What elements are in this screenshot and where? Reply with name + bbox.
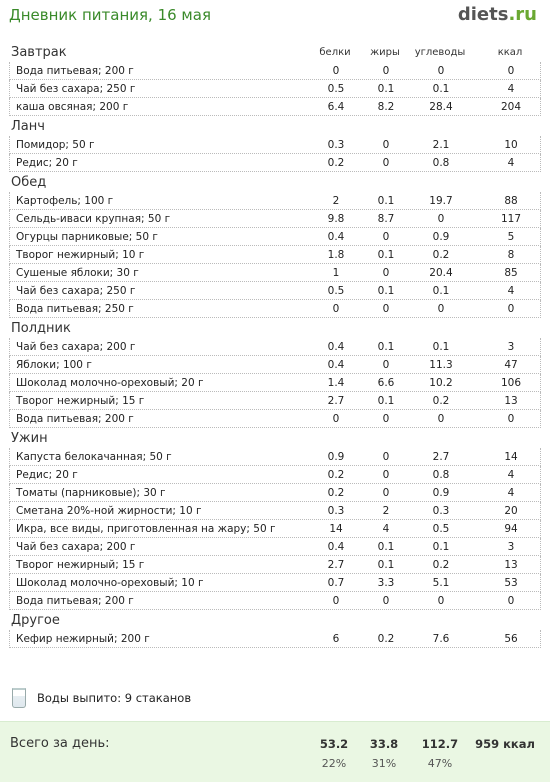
fat-value: 0 bbox=[382, 451, 390, 463]
carbs-value: 0.2 bbox=[432, 395, 450, 407]
column-fat: жиры bbox=[370, 47, 400, 58]
protein-value: 0.2 bbox=[327, 469, 345, 481]
protein-value: 0 bbox=[332, 595, 340, 607]
carbs-value: 10.2 bbox=[429, 377, 453, 389]
food-name: Вода питьевая; 200 г bbox=[16, 413, 134, 425]
protein-value: 2.7 bbox=[327, 559, 345, 571]
carbs-value: 0.2 bbox=[432, 559, 450, 571]
protein-value: 0.5 bbox=[327, 285, 345, 297]
protein-value: 1.8 bbox=[327, 249, 345, 261]
fat-value: 0.1 bbox=[377, 541, 395, 553]
food-row bbox=[9, 448, 541, 466]
meal-title: Ланч bbox=[11, 119, 45, 134]
page-title: Дневник питания, 16 мая bbox=[9, 6, 211, 24]
food-name: Шоколад молочно-ореховый; 10 г bbox=[16, 577, 204, 589]
meal-section bbox=[9, 116, 541, 172]
kcal-value: 204 bbox=[500, 101, 522, 113]
total-fat: 33.8 bbox=[369, 737, 399, 751]
kcal-value: 8 bbox=[507, 249, 515, 261]
food-name: Вода питьевая; 200 г bbox=[16, 65, 134, 77]
fat-value: 2 bbox=[382, 505, 390, 517]
food-name: Творог нежирный; 15 г bbox=[16, 395, 145, 407]
carbs-value: 28.4 bbox=[429, 101, 453, 113]
protein-value: 0.9 bbox=[327, 451, 345, 463]
food-name: Творог нежирный; 10 г bbox=[16, 249, 145, 261]
food-row bbox=[9, 630, 541, 648]
header bbox=[0, 0, 550, 34]
carbs-value: 0.2 bbox=[432, 249, 450, 261]
diary-table bbox=[9, 42, 541, 648]
kcal-value: 47 bbox=[504, 359, 518, 371]
fat-value: 0 bbox=[382, 267, 390, 279]
fat-value: 0 bbox=[382, 303, 390, 315]
food-row bbox=[9, 466, 541, 484]
food-row bbox=[9, 520, 541, 538]
kcal-value: 13 bbox=[504, 559, 518, 571]
kcal-value: 13 bbox=[504, 395, 518, 407]
food-name: Вода питьевая; 250 г bbox=[16, 303, 134, 315]
kcal-value: 14 bbox=[504, 451, 518, 463]
meal-title: Завтрак bbox=[11, 45, 67, 60]
fat-value: 0 bbox=[382, 359, 390, 371]
carbs-value: 0 bbox=[437, 65, 445, 77]
carbs-value: 11.3 bbox=[429, 359, 453, 371]
food-name: Огурцы парниковые; 50 г bbox=[16, 231, 158, 243]
column-carbs: углеводы bbox=[414, 47, 466, 58]
food-row bbox=[9, 154, 541, 172]
fat-value: 0 bbox=[382, 487, 390, 499]
protein-value: 14 bbox=[329, 523, 343, 535]
meal-section bbox=[9, 42, 541, 116]
food-name: каша овсяная; 200 г bbox=[16, 101, 129, 113]
fat-value: 0.1 bbox=[377, 249, 395, 261]
fat-value: 0 bbox=[382, 65, 390, 77]
meal-title: Ужин bbox=[11, 431, 48, 446]
column-kcal: ккал bbox=[497, 47, 523, 58]
fat-value: 0.1 bbox=[377, 195, 395, 207]
kcal-value: 56 bbox=[504, 633, 518, 645]
kcal-value: 85 bbox=[504, 267, 518, 279]
total-protein: 53.2 bbox=[319, 737, 349, 751]
food-name: Помидор; 50 г bbox=[16, 139, 95, 151]
food-name: Творог нежирный; 15 г bbox=[16, 559, 145, 571]
food-name: Чай без сахара; 200 г bbox=[16, 341, 136, 353]
protein-percent: 22% bbox=[321, 757, 347, 770]
carbs-value: 2.7 bbox=[432, 451, 450, 463]
protein-value: 0.7 bbox=[327, 577, 345, 589]
food-row bbox=[9, 392, 541, 410]
kcal-value: 0 bbox=[507, 413, 515, 425]
carbs-value: 0.5 bbox=[432, 523, 450, 535]
protein-value: 1.4 bbox=[327, 377, 345, 389]
meals-list bbox=[9, 42, 541, 648]
carbs-value: 0.1 bbox=[432, 83, 450, 95]
kcal-value: 3 bbox=[507, 541, 515, 553]
food-row bbox=[9, 484, 541, 502]
kcal-value: 53 bbox=[504, 577, 518, 589]
protein-value: 0.2 bbox=[327, 157, 345, 169]
food-row bbox=[9, 356, 541, 374]
carbs-value: 0.9 bbox=[432, 487, 450, 499]
protein-value: 0.2 bbox=[327, 487, 345, 499]
food-name: Вода питьевая; 200 г bbox=[16, 595, 134, 607]
food-row bbox=[9, 264, 541, 282]
carbs-value: 0.8 bbox=[432, 469, 450, 481]
column-protein: белки bbox=[319, 47, 351, 58]
daily-totals bbox=[0, 721, 550, 782]
food-name: Картофель; 100 г bbox=[16, 195, 114, 207]
carbs-value: 7.6 bbox=[432, 633, 450, 645]
carbs-value: 0.1 bbox=[432, 341, 450, 353]
protein-value: 0.4 bbox=[327, 359, 345, 371]
carbs-value: 0.8 bbox=[432, 157, 450, 169]
fat-value: 8.2 bbox=[377, 101, 395, 113]
kcal-value: 0 bbox=[507, 595, 515, 607]
meal-section bbox=[9, 428, 541, 610]
kcal-value: 4 bbox=[507, 83, 515, 95]
fat-value: 0 bbox=[382, 157, 390, 169]
fat-value: 4 bbox=[382, 523, 390, 535]
protein-value: 6.4 bbox=[327, 101, 345, 113]
fat-value: 0.1 bbox=[377, 285, 395, 297]
kcal-value: 4 bbox=[507, 469, 515, 481]
food-name: Сушеные яблоки; 30 г bbox=[16, 267, 139, 279]
kcal-value: 0 bbox=[507, 65, 515, 77]
food-row bbox=[9, 80, 541, 98]
fat-value: 8.7 bbox=[377, 213, 395, 225]
food-name: Томаты (парниковые); 30 г bbox=[16, 487, 166, 499]
kcal-value: 10 bbox=[504, 139, 518, 151]
food-name: Икра, все виды, приготовленная на жару; 50 г bbox=[16, 523, 276, 535]
fat-value: 3.3 bbox=[377, 577, 395, 589]
food-name: Сметана 20%-ной жирности; 10 г bbox=[16, 505, 202, 517]
total-carbs: 112.7 bbox=[421, 737, 459, 751]
food-row bbox=[9, 538, 541, 556]
brand-logo[interactable] bbox=[458, 4, 537, 25]
food-name: Кефир нежирный; 200 г bbox=[16, 633, 150, 645]
carbs-percent: 47% bbox=[427, 757, 453, 770]
food-row bbox=[9, 228, 541, 246]
protein-value: 0 bbox=[332, 303, 340, 315]
food-name: Чай без сахара; 250 г bbox=[16, 285, 136, 297]
fat-value: 0.1 bbox=[377, 395, 395, 407]
carbs-value: 0 bbox=[437, 413, 445, 425]
protein-value: 0.4 bbox=[327, 341, 345, 353]
food-row bbox=[9, 502, 541, 520]
food-row bbox=[9, 210, 541, 228]
protein-value: 0 bbox=[332, 413, 340, 425]
kcal-value: 5 bbox=[507, 231, 515, 243]
fat-value: 0.1 bbox=[377, 341, 395, 353]
food-row bbox=[9, 62, 541, 80]
food-name: Капуста белокачанная; 50 г bbox=[16, 451, 172, 463]
kcal-value: 94 bbox=[504, 523, 518, 535]
total-kcal: 959 ккал bbox=[475, 737, 535, 751]
fat-value: 0 bbox=[382, 139, 390, 151]
totals-label: Всего за день: bbox=[10, 736, 110, 751]
meal-section bbox=[9, 172, 541, 318]
food-row bbox=[9, 338, 541, 356]
food-row bbox=[9, 98, 541, 116]
fat-value: 0.1 bbox=[377, 559, 395, 571]
glass-icon bbox=[12, 688, 26, 708]
protein-value: 0.4 bbox=[327, 231, 345, 243]
food-name: Чай без сахара; 200 г bbox=[16, 541, 136, 553]
protein-value: 0.5 bbox=[327, 83, 345, 95]
fat-value: 0.1 bbox=[377, 83, 395, 95]
protein-value: 1 bbox=[332, 267, 340, 279]
food-row bbox=[9, 282, 541, 300]
food-row bbox=[9, 300, 541, 318]
food-name: Шоколад молочно-ореховый; 20 г bbox=[16, 377, 204, 389]
kcal-value: 0 bbox=[507, 303, 515, 315]
food-row bbox=[9, 374, 541, 392]
fat-value: 0 bbox=[382, 595, 390, 607]
fat-value: 0 bbox=[382, 413, 390, 425]
meal-title: Полдник bbox=[11, 321, 71, 336]
protein-value: 2 bbox=[332, 195, 340, 207]
protein-value: 9.8 bbox=[327, 213, 345, 225]
kcal-value: 117 bbox=[500, 213, 522, 225]
food-name: Яблоки; 100 г bbox=[16, 359, 92, 371]
protein-value: 0 bbox=[332, 65, 340, 77]
food-name: Редис; 20 г bbox=[16, 157, 78, 169]
carbs-value: 2.1 bbox=[432, 139, 450, 151]
food-row bbox=[9, 556, 541, 574]
kcal-value: 4 bbox=[507, 285, 515, 297]
food-row bbox=[9, 574, 541, 592]
fat-value: 0 bbox=[382, 469, 390, 481]
carbs-value: 0.1 bbox=[432, 541, 450, 553]
food-row bbox=[9, 592, 541, 610]
fat-value: 6.6 bbox=[377, 377, 395, 389]
carbs-value: 0.3 bbox=[432, 505, 450, 517]
carbs-value: 5.1 bbox=[432, 577, 450, 589]
protein-value: 2.7 bbox=[327, 395, 345, 407]
carbs-value: 0 bbox=[437, 303, 445, 315]
food-name: Чай без сахара; 250 г bbox=[16, 83, 136, 95]
kcal-value: 3 bbox=[507, 341, 515, 353]
food-name: Редис; 20 г bbox=[16, 469, 78, 481]
carbs-value: 19.7 bbox=[429, 195, 453, 207]
carbs-value: 0 bbox=[437, 213, 445, 225]
carbs-value: 0 bbox=[437, 595, 445, 607]
food-row bbox=[9, 192, 541, 210]
carbs-value: 0.9 bbox=[432, 231, 450, 243]
food-row bbox=[9, 136, 541, 154]
fat-value: 0.2 bbox=[377, 633, 395, 645]
fat-value: 0 bbox=[382, 231, 390, 243]
meal-section bbox=[9, 318, 541, 428]
kcal-value: 88 bbox=[504, 195, 518, 207]
carbs-value: 0.1 bbox=[432, 285, 450, 297]
protein-value: 6 bbox=[332, 633, 340, 645]
meal-title: Обед bbox=[11, 175, 47, 190]
brand-name: diets bbox=[457, 4, 509, 25]
protein-value: 0.3 bbox=[327, 139, 345, 151]
kcal-value: 106 bbox=[500, 377, 522, 389]
kcal-value: 20 bbox=[504, 505, 518, 517]
water-text: Воды выпито: 9 стаканов bbox=[37, 691, 192, 705]
food-row bbox=[9, 246, 541, 264]
kcal-value: 4 bbox=[507, 157, 515, 169]
meal-title: Другое bbox=[11, 613, 60, 628]
food-name: Сельдь-иваси крупная; 50 г bbox=[16, 213, 171, 225]
brand-tld: .ru bbox=[508, 4, 537, 25]
food-row bbox=[9, 410, 541, 428]
kcal-value: 4 bbox=[507, 487, 515, 499]
protein-value: 0.4 bbox=[327, 541, 345, 553]
protein-value: 0.3 bbox=[327, 505, 345, 517]
meal-section bbox=[9, 610, 541, 648]
fat-percent: 31% bbox=[371, 757, 397, 770]
carbs-value: 20.4 bbox=[429, 267, 453, 279]
